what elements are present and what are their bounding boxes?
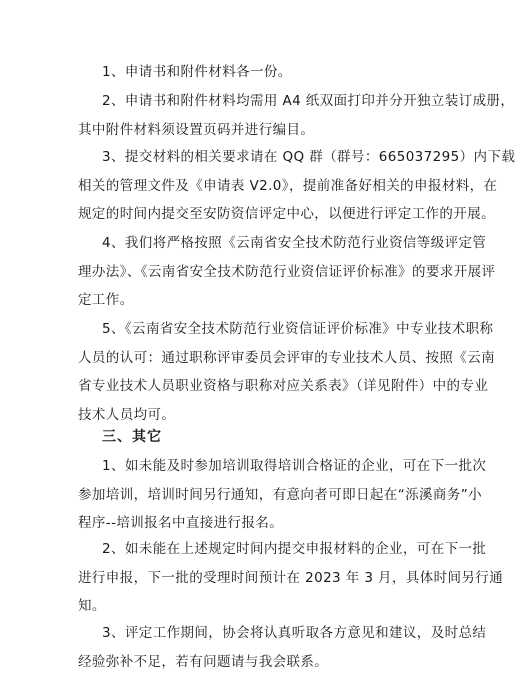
- materials-item-4: [78, 229, 496, 315]
- other-item-2: [78, 535, 504, 621]
- section-heading-other: 三、其它: [102, 429, 162, 445]
- materials-item-3-line-3: 规定的时间内提交至安防资信评定中心，以便进行评定工作的开展。: [78, 206, 495, 222]
- materials-item-5-line-1: 5、《云南省安全技术防范行业资信证评价标准》中专业技术职称: [102, 321, 494, 337]
- other-item-3-line-1: 3、评定工作期间，协会将认真听取各方意见和建议，及时总结: [102, 625, 487, 641]
- materials-item-3: [78, 143, 516, 229]
- other-item-2-line-2: 进行申报，下一批的受理时间预计在 2023 年 3 月，具体时间另行通: [78, 569, 504, 586]
- other-item-2-line-1: 2、如未能在上述规定时间内提交申报材料的企业，可在下一批: [102, 541, 487, 557]
- materials-item-5-line-3: 省专业技术人员职业资格与职称对应关系表》（详见附件）中的专业: [78, 378, 489, 394]
- materials-item-3-line-1: 3、提交材料的相关要求请在 QQ 群（群号：665037295）内下载: [102, 149, 516, 165]
- other-item-3-line-2: 经验弥补不足，若有问题请与我会联系。: [78, 653, 329, 670]
- materials-item-2: [78, 87, 515, 144]
- materials-item-2-line-1: 2、申请书和附件材料均需用 A4 纸双面打印并分开独立装订成册，: [102, 93, 515, 109]
- materials-item-5-line-2: 人员的认可：通过职称评审委员会评审的专业技术人员、按照《云南: [78, 349, 495, 366]
- other-item-1-line-2: 参加培训，培训时间另行通知，有意向者可即日起在“泺溪商务”小: [78, 486, 482, 503]
- materials-item-1: [78, 58, 470, 87]
- materials-item-5: [78, 315, 495, 429]
- other-item-3: [78, 619, 487, 676]
- other-item-1-line-1: 1、如未能及时参加培训取得培训合格证的企业，可在下一批次: [102, 458, 487, 474]
- other-item-2-line-3: 知。: [78, 598, 106, 614]
- materials-item-5-line-4: 技术人员均可。: [78, 406, 176, 423]
- materials-item-4-line-2: 理办法》、《云南省安全技术防范行业资信证评价标准》的要求开展评: [78, 263, 496, 280]
- materials-item-2-line-2: 其中附件材料须设置页码并进行编目。: [78, 121, 315, 138]
- other-item-1: [78, 452, 487, 538]
- materials-item-3-line-2: 相关的管理文件及《申请表 V2.0》，提前准备好相关的申报材料，在: [78, 177, 498, 194]
- other-item-1-line-3: 程序--培训报名中直接进行报名。: [78, 515, 284, 531]
- materials-item-1-line-1: 1、申请书和附件材料各一份。: [102, 64, 292, 80]
- materials-item-4-line-1: 4、我们将严格按照《云南省安全技术防范行业资信等级评定管: [102, 235, 487, 251]
- materials-item-4-line-3: 定工作。: [78, 292, 134, 308]
